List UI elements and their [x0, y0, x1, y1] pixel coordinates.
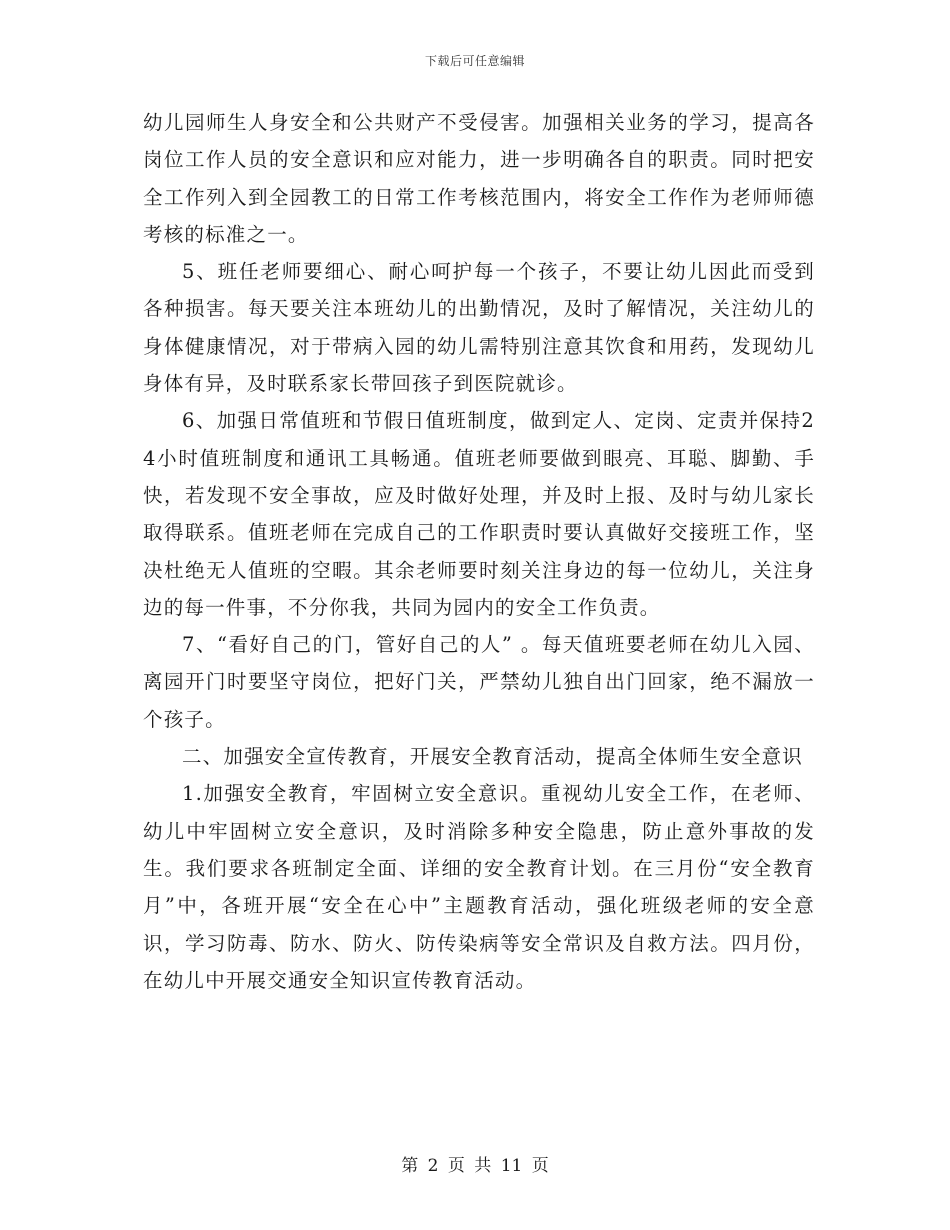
page-header-note: 下载后可任意编辑: [424, 54, 525, 68]
paragraph-item-5: 5、班任老师要细心、耐心呵护每一个孩子，不要让幼儿因此而受到各种损害。每天要关注本班幼儿的出勤情况，及时了解情况，关注幼儿的身体健康情况，对于带病入园的幼儿需特别注意其饮食和用药，发现幼儿身体有异，及时联系家长带回孩子到医院就诊。: [143, 260, 815, 396]
section-heading-2: 二、加强安全宣传教育，开展安全教育活动，提高全体师生安全意识: [182, 745, 804, 769]
paragraph-continuation: 幼儿园师生人身安全和公共财产不受侵害。加强相关业务的学习，提高各岗位工作人员的安全意识和应对能力，进一步明确各自的职责。同时把安全工作列入到全园教工的日常工作考核范围内，将安全工作作为老师师德考核的标准之一。: [143, 111, 815, 246]
paragraph-item-7: 7、“看好自己的门，管好自己的人” 。每天值班要老师在幼儿入园、离园开门时要坚守岗位，把好门关，严禁幼儿独自出门回家，绝不漏放一个孩子。: [143, 633, 815, 731]
paragraph-sub-item-1: 1.加强安全教育，牢固树立安全意识。重视幼儿安全工作，在老师、幼儿中牢固树立安全意识，及时消除多种安全隐患，防止意外事故的发生。我们要求各班制定全面、详细的安全教育计划。在三月份“安全教育月”中，各班开展“安全在心中”主题教育活动，强化班级老师的安全意识，学习防毒、防水、防火、防传染病等安全常识及自救方法。四月份，在幼儿中开展交通安全知识宣传教育活动。: [143, 782, 815, 992]
document-body: [143, 104, 815, 999]
paragraph-item-6: 6、加强日常值班和节假日值班制度，做到定人、定岗、定责并保持24小时值班制度和通讯工具畅通。值班老师要做到眼亮、耳聪、脚勤、手快，若发现不安全事故，应及时做好处理，并及时上报、及时与幼儿家长取得联系。值班老师在完成自己的工作职责时要认真做好交接班工作，坚决杜绝无人值班的空暇。其余老师要时刻关注身边的每一位幼儿，关注身边的每一件事，不分你我，共同为园内的安全工作负责。: [143, 409, 815, 619]
page-number-footer: 第 2 页 共 11 页: [401, 1156, 549, 1176]
